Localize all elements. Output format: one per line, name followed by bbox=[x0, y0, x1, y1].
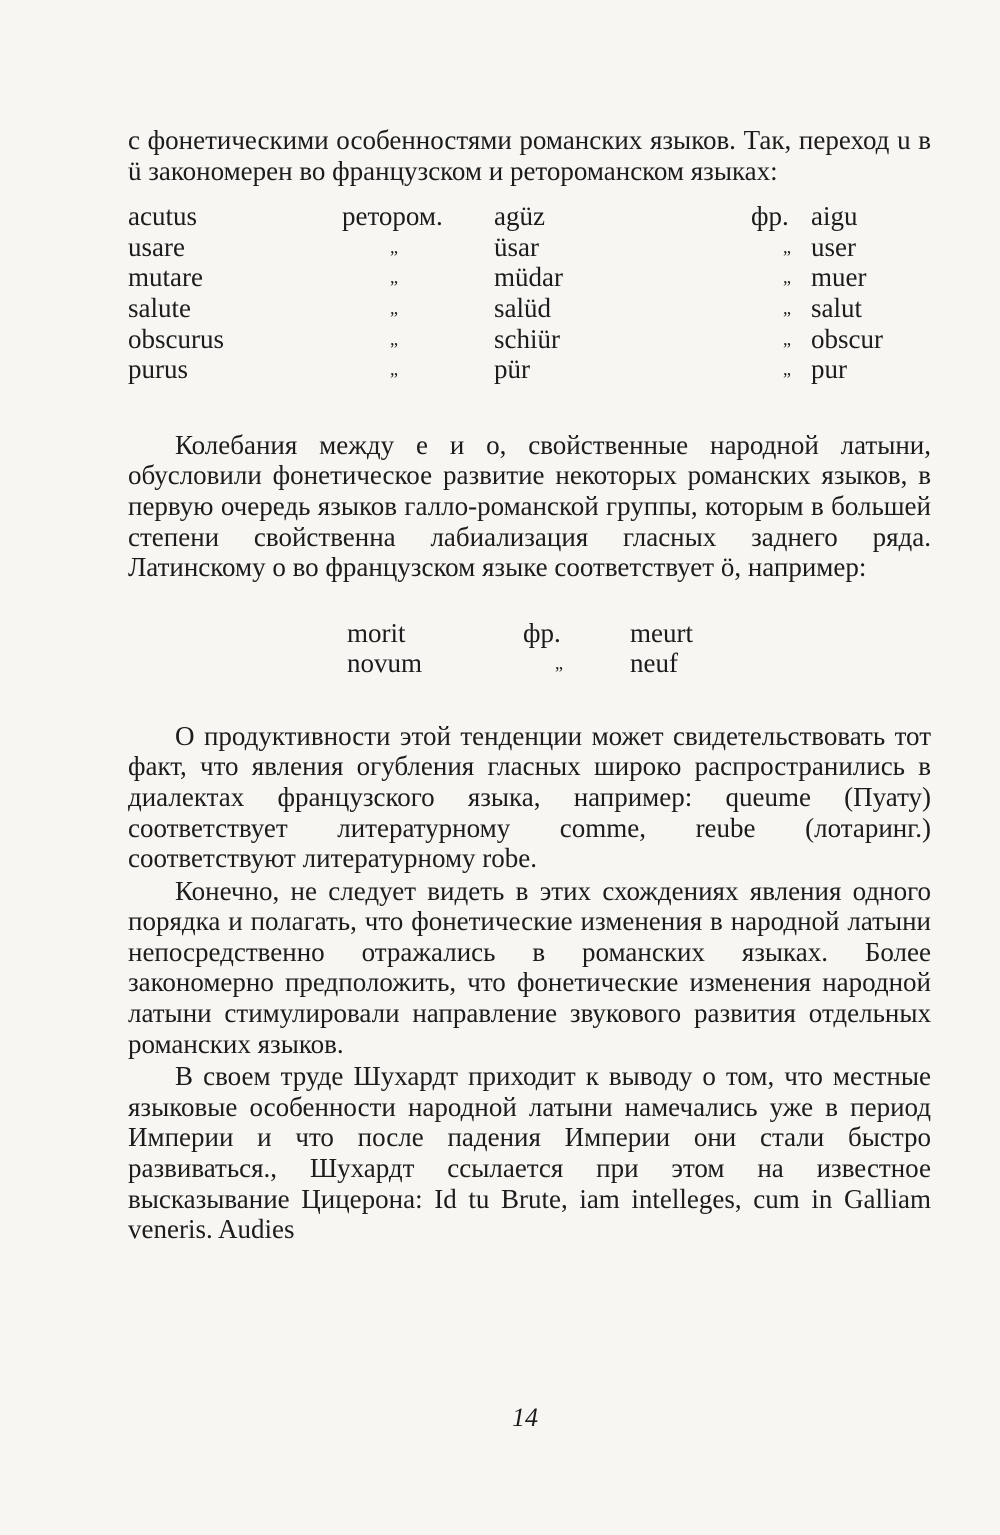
rt-word: üsar bbox=[494, 231, 539, 262]
rt-label: ретором. bbox=[342, 201, 443, 232]
fr-word: pur bbox=[811, 354, 847, 385]
ditto-mark: „ bbox=[783, 297, 791, 318]
paragraph-2: Колебания между е и о, свойственные народной латыни, обусловили фонетическое развитие некоторых романских языков, в первую очередь языков галло-романской группы, которым в большей степени свойственна лабиализация гласных заднего ряда. Латинскому о во французском языке соответствует ö, например: bbox=[128, 429, 931, 583]
paragraph-1: с фонетическими особенностями романских языков. Так, переход u в ü закономерен во французском и ретороманском языках: bbox=[128, 125, 931, 186]
example-table bbox=[128, 618, 931, 679]
fr-word: meurt bbox=[630, 617, 693, 648]
latin-word: morit bbox=[347, 617, 406, 648]
fr-label: фр. bbox=[523, 617, 561, 648]
table-row bbox=[128, 354, 931, 385]
table-row bbox=[128, 201, 931, 232]
page-body bbox=[128, 125, 931, 1245]
paragraph-4: Конечно, не следует видеть в этих схождениях явления одного порядка и полагать, что фонетические изменения в народной латыни непосредственно отражались в романских языках. Более закономерно предположить, что фонетические изменения народной латыни стимулировали направление звукового развития отдельных романских языков. bbox=[128, 875, 931, 1059]
ditto-mark: „ bbox=[783, 236, 791, 257]
table-row bbox=[128, 293, 931, 324]
word-correspondence-table bbox=[128, 201, 931, 385]
latin-word: obscurus bbox=[128, 323, 224, 354]
table-row bbox=[128, 324, 931, 355]
ditto-mark: „ bbox=[390, 328, 398, 349]
fr-label: фр. bbox=[751, 201, 789, 232]
latin-word: mutare bbox=[128, 262, 203, 293]
table-row bbox=[128, 232, 931, 263]
ditto-mark: „ bbox=[390, 267, 398, 288]
latin-word: salute bbox=[128, 292, 191, 323]
fr-word: muer bbox=[811, 262, 867, 293]
latin-word: usare bbox=[128, 231, 185, 262]
ditto-mark: „ bbox=[390, 297, 398, 318]
table-row bbox=[128, 648, 931, 679]
latin-word: purus bbox=[128, 354, 188, 385]
rt-word: agüz bbox=[494, 201, 545, 232]
fr-word: aigu bbox=[811, 201, 858, 232]
rt-word: müdar bbox=[494, 262, 563, 293]
fr-word: neuf bbox=[630, 648, 678, 679]
ditto-mark: „ bbox=[783, 267, 791, 288]
table-row bbox=[128, 618, 931, 649]
ditto-mark: „ bbox=[783, 359, 791, 380]
page-number: 14 bbox=[512, 1403, 538, 1432]
ditto-mark: „ bbox=[555, 653, 563, 674]
ditto-mark: „ bbox=[783, 328, 791, 349]
rt-word: pür bbox=[494, 354, 530, 385]
table-row bbox=[128, 262, 931, 293]
rt-word: salüd bbox=[494, 292, 551, 323]
latin-word: acutus bbox=[128, 201, 197, 232]
paragraph-5: В своем труде Шухардт приходит к выводу о том, что местные языковые особенности народной латыни намечались уже в период Империи и что после падения Империи они стали быстро развиваться., Шухардт ссылается при этом на известное высказывание Цицерона: Id tu Brute, iam intelleges, cum in Galliam veneris. Audies bbox=[128, 1061, 931, 1245]
fr-word: obscur bbox=[811, 323, 883, 354]
paragraph-3: О продуктивности этой тенденции может свидетельствовать тот факт, что явления огубления гласных широко распространились в диалектах французского языка, например: queume (Пуату) соответствует литературному comme, reube (лотаринг.) соответствуют литературному robe. bbox=[128, 720, 931, 874]
ditto-mark: „ bbox=[390, 359, 398, 380]
fr-word: user bbox=[811, 231, 856, 262]
ditto-mark: „ bbox=[390, 236, 398, 257]
latin-word: novum bbox=[347, 648, 423, 679]
fr-word: salut bbox=[811, 292, 862, 323]
rt-word: schiür bbox=[494, 323, 560, 354]
